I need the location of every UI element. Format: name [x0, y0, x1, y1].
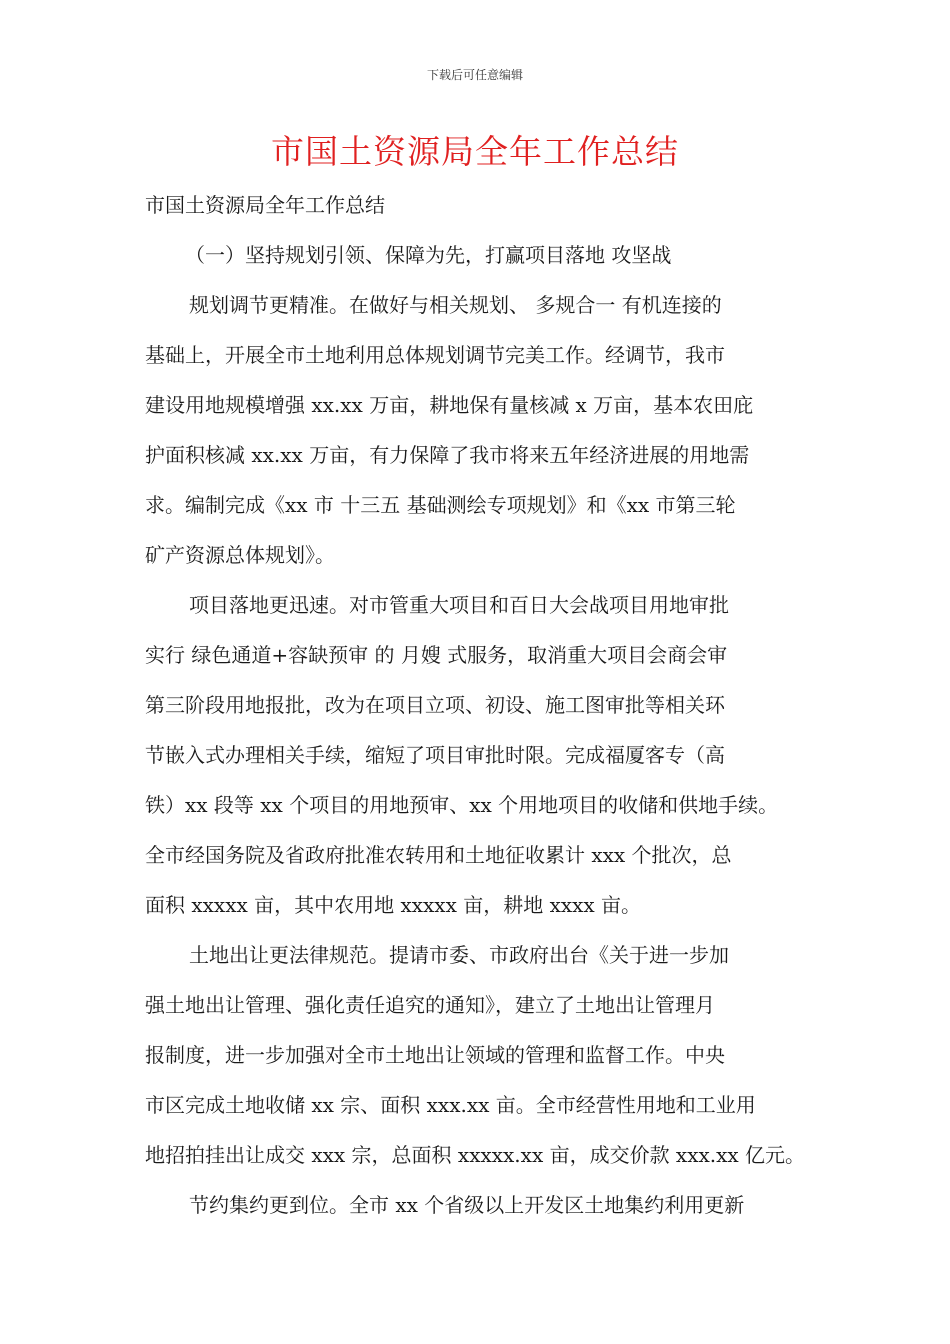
body-line: 项目落地更迅速。对市管重大项目和百日大会战项目用地审批	[189, 593, 729, 617]
body-line: 节约集约更到位。全市 xx 个省级以上开发区土地集约利用更新	[189, 1193, 745, 1217]
body-line: 规划调节更精准。在做好与相关规划、 多规合一 有机连接的	[189, 293, 722, 317]
body-line: 报制度，进一步加强对全市土地出让领域的管理和监督工作。中央	[145, 1043, 725, 1067]
document-title: 市国土资源局全年工作总结	[271, 132, 679, 171]
body-line: 面积 xxxxx 亩，其中农用地 xxxxx 亩，耕地 xxxx 亩。	[145, 893, 642, 917]
body-line: 基础上，开展全市土地利用总体规划调节完美工作。经调节，我市	[145, 343, 725, 367]
body-line: 市区完成土地收储 xx 宗、面积 xxx.xx 亩。全市经营性用地和工业用	[145, 1093, 756, 1117]
header-note: 下载后可任意编辑	[426, 68, 523, 82]
body-line: 第三阶段用地报批，改为在项目立项、初设、施工图审批等相关环	[145, 693, 725, 717]
body-line: 实行 绿色通道+容缺预审 的 月嫂 式服务，取消重大项目会商会审	[145, 643, 728, 667]
body-line: 全市经国务院及省政府批准农转用和土地征收累计 xxx 个批次，总	[145, 843, 732, 867]
body-line: 建设用地规模增强 xx.xx 万亩，耕地保有量核减 x 万亩，基本农田庇	[145, 393, 754, 417]
body-line: 铁）xx 段等 xx 个项目的用地预审、xx 个用地项目的收储和供地手续。	[145, 793, 779, 817]
body-line: 市国土资源局全年工作总结	[145, 193, 385, 217]
document-body	[145, 180, 815, 1230]
body-line: 节嵌入式办理相关手续，缩短了项目审批时限。完成福厦客专（高	[145, 743, 725, 767]
body-line: 护面积核减 xx.xx 万亩，有力保障了我市将来五年经济进展的用地需	[145, 443, 750, 467]
body-line: 求。编制完成《xx 市 十三五 基础测绘专项规划》和《xx 市第三轮	[145, 493, 736, 517]
body-line: 地招拍挂出让成交 xxx 宗，总面积 xxxxx.xx 亩，成交价款 xxx.xx 亿元。	[145, 1143, 806, 1167]
body-line: 强土地出让管理、强化责任追究的通知》，建立了土地出让管理月	[145, 993, 715, 1017]
body-line: 土地出让更法律规范。提请市委、市政府出台《关于进一步加	[189, 943, 729, 967]
body-line: 矿产资源总体规划》。	[145, 543, 335, 567]
body-line: （一）坚持规划引领、保障为先，打赢项目落地 攻坚战	[185, 243, 672, 267]
